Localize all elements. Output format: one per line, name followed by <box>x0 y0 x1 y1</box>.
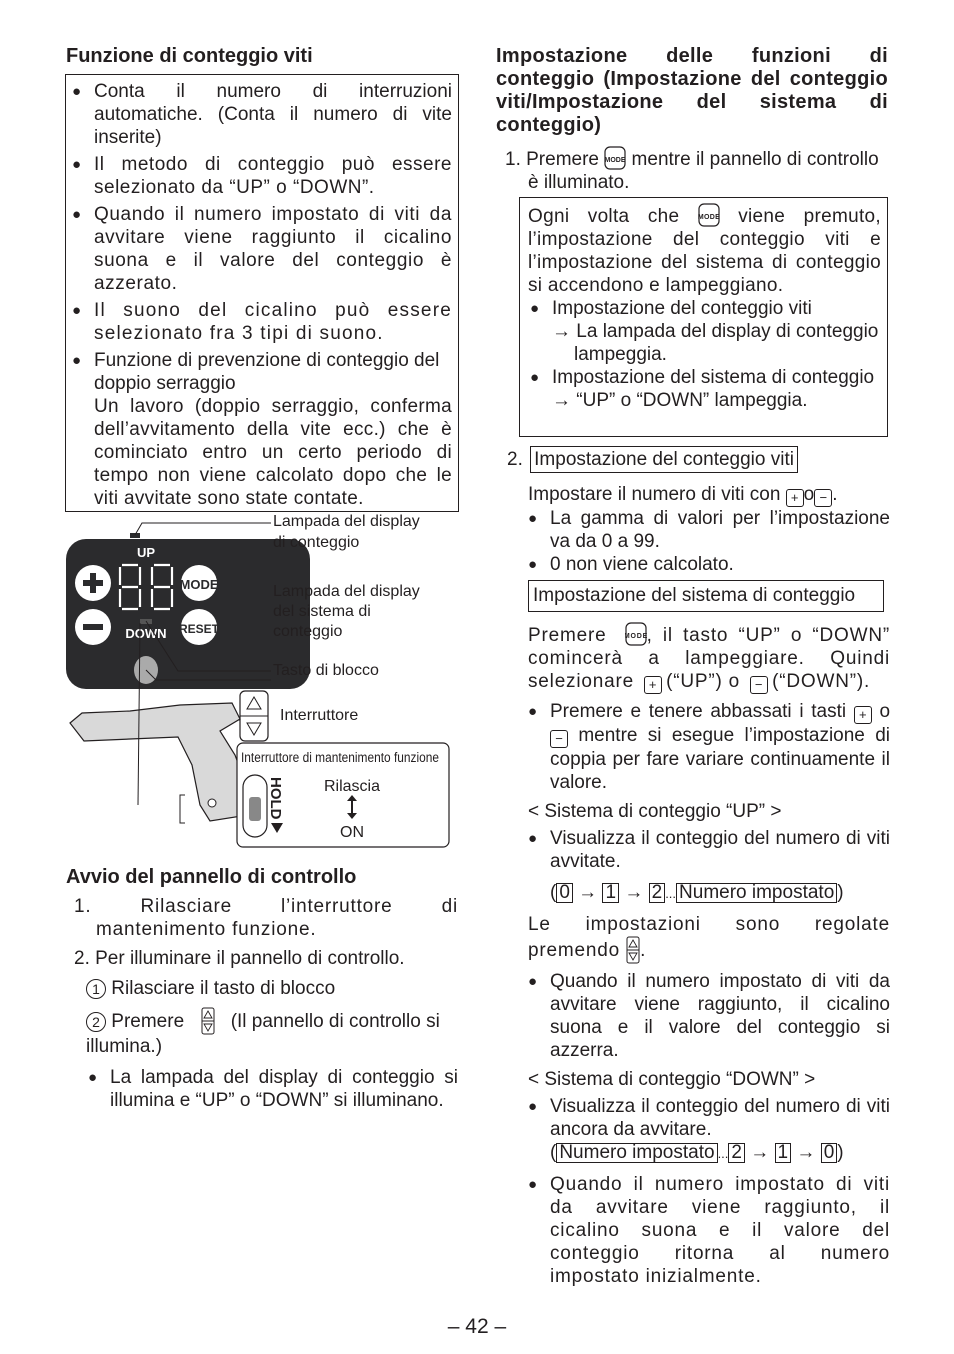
up-sequence: ( 0 → 1 → 2 ... Numero impostato ) <box>550 882 844 903</box>
feature-item: ● Il suono del cicalino può essere selezionato fra 3 tipi di suono. <box>72 299 452 345</box>
page-number: – 42 – <box>447 1315 507 1338</box>
seq-item: 1 <box>775 1143 792 1163</box>
right-section-title: Impostazione delle funzioni di conteggio (Impostazione del conteggio viti/Impostazione del sistema di conteggio) <box>496 45 888 136</box>
press-up: (“UP”) o <box>666 671 741 692</box>
r-step2-num: 2. <box>507 449 523 470</box>
hold-text: HOLD <box>267 777 284 820</box>
plus-key-icon: + <box>854 706 872 724</box>
mode-box-a: Ogni volta che <box>528 206 680 227</box>
label-lamp-count-2: di conteggio <box>273 534 360 551</box>
panel-reset-label: RESET <box>178 622 220 636</box>
label-lamp-system-2: del sistema di <box>273 603 371 620</box>
updown-switch-icon <box>201 1007 215 1035</box>
down-system-heading: < Sistema di conteggio “DOWN” > <box>528 1069 816 1090</box>
adjust-text: Le impostazioni sono regolate premendo <box>528 914 890 961</box>
feature-item: ● Funzione di prevenzione di conteggio del doppio serraggio <box>72 349 452 395</box>
hold-on-label: ON <box>340 824 364 841</box>
seq-dots: ... <box>717 1146 729 1161</box>
count-system-setting-label-box <box>528 580 884 612</box>
set-count-text: Impostare il numero di viti con <box>528 484 781 505</box>
up-system-heading: < Sistema di conteggio “UP” > <box>528 801 782 822</box>
section-title-screw-count: Funzione di conteggio viti <box>66 45 313 67</box>
tool-control-panel-figure <box>60 505 460 850</box>
panel-up-label: UP <box>136 545 156 560</box>
updown-switch-icon <box>626 936 640 964</box>
hold-note-a: Premere e tenere abbassati i tasti <box>550 701 847 722</box>
mode-box-item: ● Impostazione del sistema di conteggio <box>530 366 881 389</box>
label-lamp-system-3: conteggio <box>273 623 343 640</box>
label-lamp-system-1: Lampada del display <box>273 583 420 600</box>
seq-item: 0 <box>821 1143 838 1163</box>
section-title-control-panel: Avvio del pannello di controllo <box>66 866 357 888</box>
seq-item: Numero impostato <box>676 883 837 903</box>
down-system-desc: ● Visualizza il conteggio del numero di viti ancora da avvitare. <box>528 1095 890 1141</box>
screwdriver-tool-icon <box>70 703 250 821</box>
hold-release-label: Rilascia <box>323 778 381 795</box>
label-lamp-count-1: Lampada del display <box>273 513 420 530</box>
minus-key-icon: − <box>550 730 568 748</box>
substep-2-a: Premere <box>111 1011 185 1032</box>
substep-number: 1 <box>86 979 106 999</box>
mode-key-icon <box>604 146 626 170</box>
press-b: , il tasto “UP” o “DOWN” comincerà a lampeggiare. Quindi selezionare <box>528 625 890 692</box>
hold-note-o: o <box>879 701 891 722</box>
seq-dots: ... <box>665 886 677 901</box>
range-note: ● La gamma di valori per l’impostazione va da 0 a 99. <box>528 507 890 553</box>
feature-item: ● Conta il numero di interruzioni automatiche. (Conta il numero di vite inserite) <box>72 80 452 149</box>
down-sequence: ( Numero impostato ... 2 → 1 → 0 ) <box>550 1142 844 1163</box>
mode-box-item-arrow: → “UP” o “DOWN” lampeggia. <box>552 390 808 411</box>
or-text: o <box>803 484 815 505</box>
mode-box-item-arrow: → La lampada del display di conteggio lampeggia. <box>552 321 879 365</box>
label-switch: Interruttore <box>280 707 359 724</box>
seq-item: 2 <box>649 883 666 903</box>
range-note: ● 0 non viene calcolato. <box>528 553 890 576</box>
mode-info-box <box>519 197 888 437</box>
panel-down-label: DOWN <box>125 626 167 641</box>
plus-key-icon: + <box>786 489 804 507</box>
mode-key-icon <box>698 203 720 227</box>
label-lock: Tasto di blocco <box>273 662 379 679</box>
feature-item-detail: Un lavoro (doppio serraggio, conferma dell’avvitamento della vite ecc.) che è cominciato entro un certo periodo di tempo non viene calcolato dopo che le viti avvitate sono state contate. <box>94 396 452 509</box>
mode-box-item: ● Impostazione del conteggio viti <box>530 297 881 320</box>
minus-key-icon: − <box>814 489 832 507</box>
hold-note-b: mentre si esegue l’impostazione di coppia per fare variare continuamente il valore. <box>550 725 890 793</box>
up-reached-note: ● Quando il numero impostato di viti da avvitare viene raggiunto, il cicalino suona e il valore del conteggio si azzerra. <box>528 970 890 1062</box>
minus-key-icon: − <box>750 676 768 694</box>
up-system-desc: ● Visualizza il conteggio del numero di viti avvitate. <box>528 827 890 873</box>
hold-box-title: Interruttore di mantenimento funzione <box>241 750 439 765</box>
down-reached-note: ● Quando il numero impostato di viti da avvitare viene raggiunto, il cicalino suona e il valore del conteggio ritorna al numero impostato inizialmente. <box>528 1173 890 1288</box>
screw-count-feature-box <box>65 74 459 512</box>
step-1: 1. Rilasciare l’interruttore di mantenimento funzione. <box>74 896 458 940</box>
step-2: 2. Per illuminare il pannello di controllo. <box>74 948 405 969</box>
feature-item: ● Il metodo di conteggio può essere selezionato da “UP” o “DOWN”. <box>72 153 452 199</box>
press-down: (“DOWN”). <box>772 671 871 692</box>
mode-box-b: viene premuto, l’impostazione del conteggio viti e l’impostazione del sistema di conteggio si accendono e lampeggiano. <box>528 206 881 296</box>
r-step1-a: 1. Premere <box>505 149 599 170</box>
panel-mode-label: MODE <box>179 577 219 592</box>
seq-item: 1 <box>602 883 619 903</box>
count-system-setting-label: Impostazione del sistema di conteggio <box>533 585 856 606</box>
r-step1-b: mentre il pannello di controllo è illuminato. <box>528 149 879 193</box>
plus-key-icon: + <box>644 676 662 694</box>
substep-1: Rilasciare il tasto di blocco <box>111 978 336 999</box>
seq-item: 2 <box>728 1143 745 1163</box>
substep-2-b: (Il pannello di controllo si illumina.) <box>86 1011 440 1057</box>
substep-number: 2 <box>86 1012 106 1032</box>
feature-item: ● Quando il numero impostato di viti da avvitare viene raggiunto il cicalino suona e il valore del conteggio è azzerato. <box>72 203 452 295</box>
seq-item: Numero impostato <box>556 1143 717 1163</box>
screw-count-setting-label: Impostazione del conteggio viti <box>530 446 798 473</box>
lamp-note: ● La lampada del display di conteggio si illumina e “UP” o “DOWN” si illuminano. <box>88 1066 458 1112</box>
press-a: Premere <box>528 625 607 646</box>
seq-item: 0 <box>556 883 573 903</box>
mode-key-icon <box>625 622 647 646</box>
